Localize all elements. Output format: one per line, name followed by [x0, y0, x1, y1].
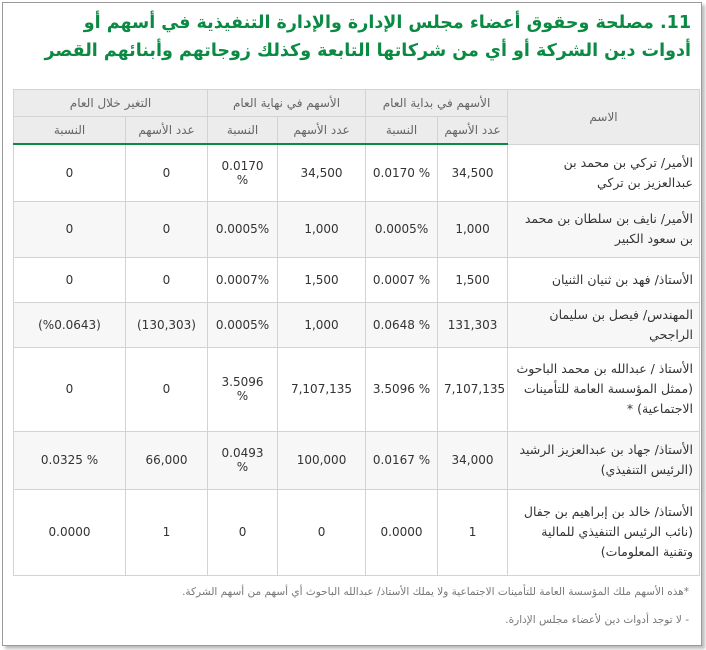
change-shares: 0 [126, 201, 208, 257]
end-pct: 0.0170 % [208, 144, 278, 201]
end-shares: 100,000 [278, 431, 366, 489]
start-shares: 1 [438, 489, 508, 575]
header-end-pct: النسبة [208, 117, 278, 145]
start-pct: 0.0170 % [366, 144, 438, 201]
header-end: الأسهم في نهاية العام [208, 90, 366, 117]
end-shares: 1,000 [278, 201, 366, 257]
change-shares: (130,303) [126, 302, 208, 347]
start-pct: 0.0005% [366, 201, 438, 257]
footnote-asterisk: *هذه الأسهم ملك المؤسسة العامة للتأمينات الاجتماعية ولا يملك الأستاذ/ عبدالله الباحوث أي أسهم من أسهم الشركة. [182, 586, 689, 598]
member-name: الأستاذ / عبدالله بن محمد الباحوث (ممثل المؤسسة العامة للتأمينات الاجتماعية) * [508, 347, 700, 431]
footnote-debt: - لا توجد أدوات دين لأعضاء مجلس الإدارة. [505, 614, 689, 626]
start-shares: 1,500 [438, 257, 508, 302]
change-pct: (%0.0643) [14, 302, 126, 347]
end-pct: 0.0005% [208, 302, 278, 347]
end-shares: 1,500 [278, 257, 366, 302]
start-shares: 7,107,135 [438, 347, 508, 431]
change-shares: 0 [126, 257, 208, 302]
member-name: الأستاذ/ خالد بن إبراهيم بن جفال (نائب الرئيس التنفيذي للمالية وتقنية المعلومات) [508, 489, 700, 575]
start-pct: 0.0007 % [366, 257, 438, 302]
change-shares: 0 [126, 347, 208, 431]
table-header-row [14, 90, 700, 117]
start-pct: 3.5096 % [366, 347, 438, 431]
change-pct: 0 [14, 144, 126, 201]
table-row [14, 144, 700, 201]
member-name: الأمير/ تركي بن محمد بن عبدالعزيز بن تركي [508, 144, 700, 201]
start-pct: 0.0648 % [366, 302, 438, 347]
change-shares: 0 [126, 144, 208, 201]
member-name: الأستاذ/ فهد بن ثنيان الثنيان [508, 257, 700, 302]
end-pct: 0.0005% [208, 201, 278, 257]
change-pct: 0.0000 [14, 489, 126, 575]
table-row [14, 257, 700, 302]
header-change-shares: عدد الأسهم [126, 117, 208, 145]
table-row [14, 347, 700, 431]
document-frame [2, 2, 702, 646]
table-row [14, 302, 700, 347]
start-pct: 0.0167 % [366, 431, 438, 489]
table-row [14, 489, 700, 575]
header-start-pct: النسبة [366, 117, 438, 145]
member-name: المهندس/ فيصل بن سليمان الراجحي [508, 302, 700, 347]
start-shares: 34,000 [438, 431, 508, 489]
header-start-shares: عدد الأسهم [438, 117, 508, 145]
header-end-shares: عدد الأسهم [278, 117, 366, 145]
member-name: الأستاذ/ جهاد بن عبدالعزيز الرشيد (الرئيس التنفيذي) [508, 431, 700, 489]
table-row [14, 431, 700, 489]
start-shares: 1,000 [438, 201, 508, 257]
change-shares: 66,000 [126, 431, 208, 489]
end-pct: 0 [208, 489, 278, 575]
member-name: الأمير/ نايف بن سلطان بن محمد بن سعود الكبير [508, 201, 700, 257]
title-line-1: 11. مصلحة وحقوق أعضاء مجلس الإدارة والإدارة التنفيذية في أسهم أو [83, 13, 691, 33]
end-pct: 0.0007% [208, 257, 278, 302]
start-shares: 131,303 [438, 302, 508, 347]
change-pct: 0 [14, 257, 126, 302]
end-shares: 0 [278, 489, 366, 575]
change-pct: 0 [14, 201, 126, 257]
shares-table [13, 89, 700, 576]
title-line-2: أدوات دين الشركة أو أي من شركاتها التابعة وكذلك زوجاتهم وأبنائهم القصر [44, 41, 691, 61]
header-start: الأسهم في بداية العام [366, 90, 508, 117]
end-shares: 1,000 [278, 302, 366, 347]
header-change-pct: النسبة [14, 117, 126, 145]
footnotes [15, 583, 689, 639]
end-shares: 7,107,135 [278, 347, 366, 431]
change-shares: 1 [126, 489, 208, 575]
section-title [13, 9, 691, 65]
start-pct: 0.0000 [366, 489, 438, 575]
end-pct: 0.0493 % [208, 431, 278, 489]
header-name: الاسم [508, 90, 700, 145]
end-shares: 34,500 [278, 144, 366, 201]
table-row [14, 201, 700, 257]
start-shares: 34,500 [438, 144, 508, 201]
header-change: التغير خلال العام [14, 90, 208, 117]
change-pct: 0 [14, 347, 126, 431]
change-pct: 0.0325 % [14, 431, 126, 489]
end-pct: 3.5096 % [208, 347, 278, 431]
